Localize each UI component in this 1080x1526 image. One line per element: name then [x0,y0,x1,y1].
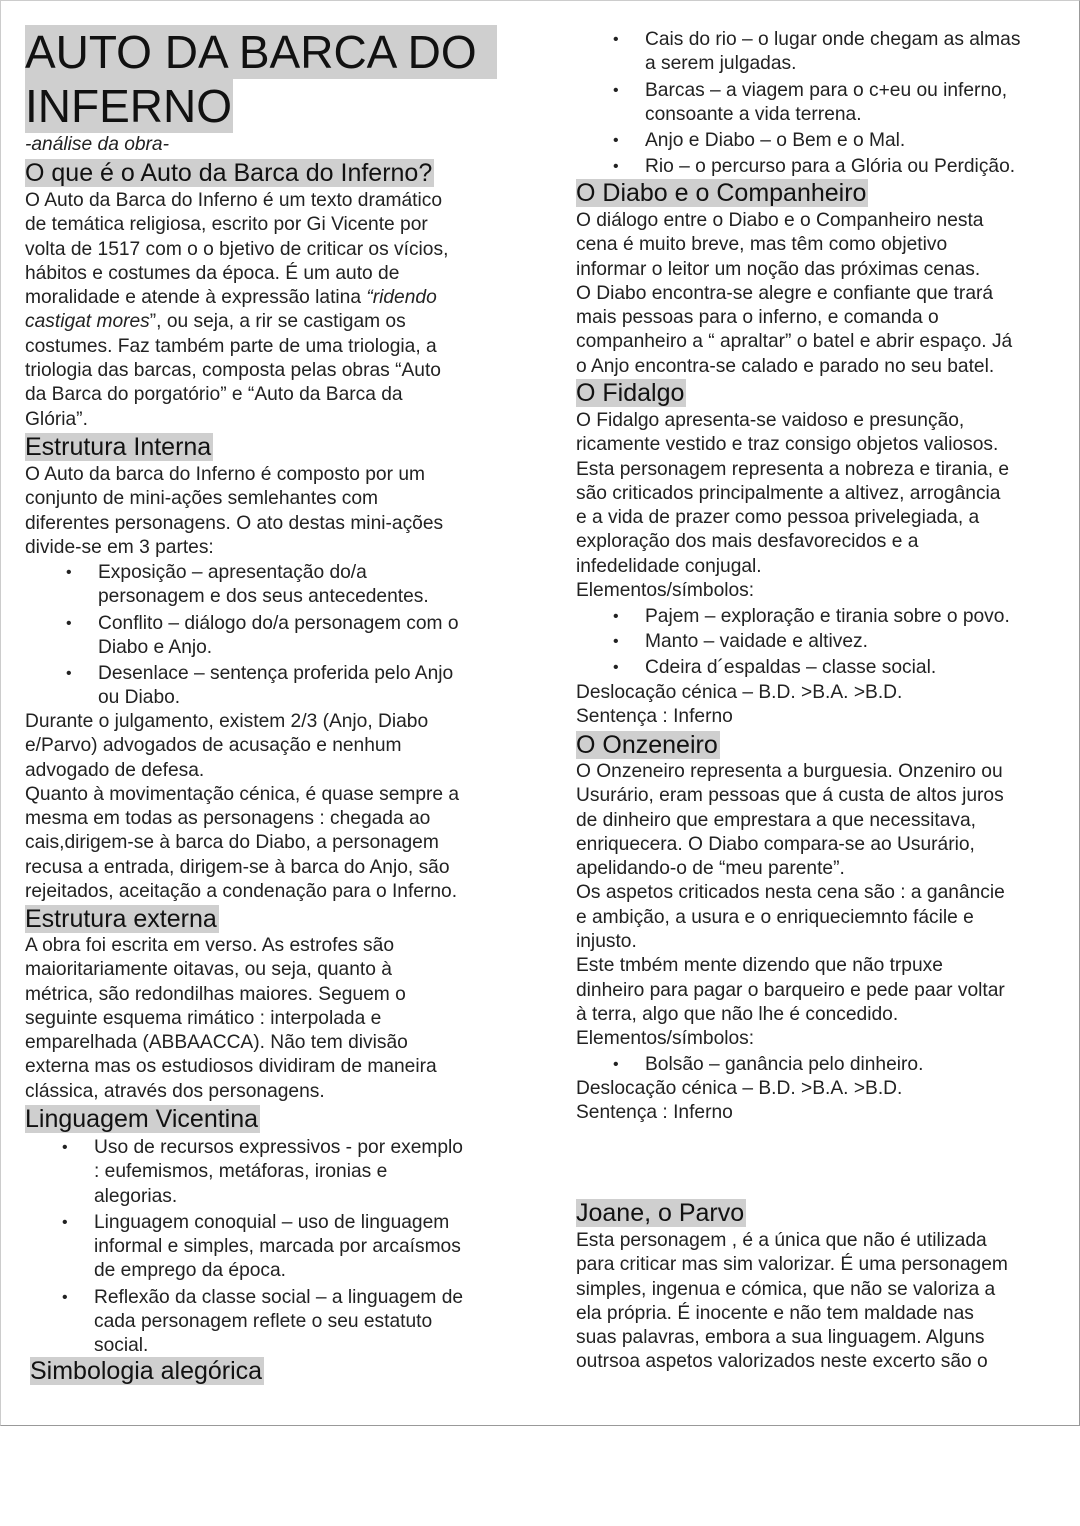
text-line: são criticados principalmente a altivez, arrogância [576,482,1001,504]
text-line: e ambição, a usura e o enriqueciemnto fácile e [576,906,974,928]
list-item [613,28,1075,77]
text-line: costumes. Faz também parte de uma triologia, a [25,335,437,357]
text-line: : eufemismos, metáforas, ironias e [94,1161,388,1183]
text-line: ela própria. É inocente e não tem maldade nas [576,1302,974,1324]
text-line: dinheiro para pagar o barqueiro e pede paar voltar [576,979,1005,1001]
text-line: divide-se em 3 partes: [25,536,214,558]
text-line: O Auto da barca do Inferno é composto por um [25,464,425,485]
text-line: Usurário, eram pessoas que á custa de altos juros [576,785,1004,807]
text-line: apelidando-o de “meu parente”. [576,858,845,880]
text-line: seguinte esquema rimático : interpolada e [25,1007,382,1029]
text-line: ricamente vestido e traz consigo objetos valiosos. [576,434,999,456]
text-line: Quanto à movimentação cénica, é quase sempre a [25,783,460,805]
text-line: Durante o julgamento, existem 2/3 (Anjo, Diabo [25,711,429,732]
list-partes [66,561,538,711]
bullet-icon: • [613,31,619,48]
text-line: Glória”. [25,408,88,430]
subtitle: -análise da obra- [25,134,169,155]
title-line-2: INFERNO [25,80,232,132]
text-line: Linguagem conoquial – uso de linguagem [94,1211,450,1233]
list-linguagem [62,1136,539,1359]
list-item [62,1136,539,1209]
heading-diabo-companheiro [576,179,868,207]
heading-estrutura-interna-text: Estrutura Interna [25,433,212,461]
list-item [613,656,1075,680]
list-item [613,155,1075,179]
bullet-icon: • [62,1139,68,1156]
text-line: Barcas – a viagem para o c+eu ou inferno, [645,79,1008,101]
text-line: à terra, algo que não lhe é concedido. [576,1003,899,1025]
text-line: mais pessoas para o inferno, e comanda o [576,307,939,329]
bullet-icon: • [62,1213,68,1231]
text-line: diferentes personagens. O ato destas mini-ações [25,512,444,534]
text-line: Elementos/símbolos: [576,1028,755,1050]
list-item [66,662,538,711]
text-line: de temática religiosa, escrito por Gi Vicente por [25,214,428,236]
bullet-icon: • [613,158,619,176]
heading-fidalgo-text: O Fidalgo [576,379,685,407]
bullet-icon: • [613,658,619,676]
text-line: e/Parvo) advogados de acusação e nenhum [25,735,402,757]
text-line: métrica, são redondilhas maiores. Seguem o [25,983,406,1005]
list-item [62,1286,539,1359]
text-line: Manto – vaidade e altivez. [645,631,868,653]
list-item [66,612,538,661]
text-span: moralidade e atende à expressão latina [25,287,367,309]
text-line: cais,dirigem-se à barca do Diabo, a personagem [25,832,439,854]
text-line: Diabo e Anjo. [98,636,213,658]
list-item [613,1053,1075,1077]
heading-joane [576,1199,746,1227]
text-line: externa mas os estudiosos dividiram de maneira [25,1056,437,1078]
text-line: Rio – o percurso para a Glória ou Perdição. [645,156,1016,178]
paragraph-diabo [576,209,1012,379]
heading-onzeneiro [576,731,720,759]
list-item [613,129,1075,153]
bullet-icon: • [613,132,619,150]
bullet-icon: • [613,81,619,99]
text-span: ”, ou seja, a rir se castigam os [149,311,406,333]
text-line: Anjo e Diabo – o Bem e o Mal. [645,130,906,152]
text-line: Uso de recursos expressivos - por exemplo [94,1137,463,1158]
paragraph-estrutura-interna [25,463,443,560]
text-line: e a vida de prazer como pessoa privelegiada, a [576,507,980,529]
text-line: consoante a vida terrena. [645,103,862,125]
bullet-icon: • [66,564,72,581]
text-line: o Anjo encontra-se calado e parado no seu batel. [576,355,995,377]
text-line: companheiro a “ apraltar” o batel e abrir espaço. Já [576,331,1013,353]
list-item [613,630,1075,654]
text-line: O Diabo encontra-se alegre e confiante que trará [576,282,994,304]
text-line: Este tmbém mente dizendo que não trpuxe [576,955,943,977]
text-line: O diálogo entre o Diabo e o Companheiro nesta [576,210,984,231]
text-line: conjunto de mini-ações semlehantes com [25,488,379,510]
text-line: infedelidade conjugal. [576,555,762,577]
heading-simbologia-alegorica-text: Simbologia alegórica [30,1357,263,1385]
page-title [25,25,497,133]
text-line: para criticar mas sim valorizar. É uma personagem [576,1254,1008,1276]
text-line: Deslocação cénica – B.D. >B.A. >B.D. [576,682,903,703]
quote-open: “ [366,287,373,309]
text-line: simples, ingenua e cómica, que não se valoriza a [576,1278,996,1300]
text-line: hábitos e costumes da época. É um auto de [25,262,400,284]
text-line: de dinheiro que emprestara a que necessitava, [576,809,976,831]
text-line: Pajem – exploração e tirania sobre o povo. [645,606,1010,627]
latin-phrase-part-2: castigat mores [25,311,150,333]
text-line: exploração dos mais desfavorecidos e a [576,531,919,553]
list-simbologia [613,28,1075,180]
text-line: recusa a entrada, dirigem-se à barca do Anjo, são [25,856,450,878]
text-line: mesma em todas as personagens : chegada ao [25,808,431,830]
text-line: da Barca do porgatório” e “Auto da Barca da [25,384,403,406]
bullet-icon: • [66,665,72,683]
text-line: cena é muito breve, mas têm como objetivo [576,234,948,256]
fidalgo-summary [576,681,902,730]
text-line: social. [94,1335,149,1357]
text-line: clássica, através dos personagens. [25,1080,325,1102]
text-line: alegorias. [94,1185,178,1207]
heading-diabo-companheiro-text: O Diabo e o Companheiro [576,179,867,207]
text-line [25,286,448,310]
list-item [66,561,538,610]
list-onzeneiro [613,1053,1075,1077]
text-line: O Fidalgo apresenta-se vaidoso e presunção, [576,410,965,431]
text-line: Conflito – diálogo do/a personagem com o [98,612,459,634]
text-line: Esta personagem , é a única que não é utilizada [576,1230,987,1251]
text-line: de emprego da época. [94,1260,287,1282]
text-line: advogado de defesa. [25,759,205,781]
text-line: outrsoa aspetos valorizados neste excerto são o [576,1351,988,1373]
heading-o-que-e [25,159,434,187]
heading-estrutura-externa-text: Estrutura externa [25,905,217,933]
list-item [613,79,1075,128]
text-line: Exposição – apresentação do/a [98,562,367,583]
list-item [62,1211,539,1284]
text-line: Elementos/símbolos: [576,580,755,602]
onzeneiro-summary [576,1077,902,1126]
text-line: Desenlace – sentença proferida pelo Anjo [98,663,454,685]
heading-simbologia-alegorica [30,1357,264,1385]
list-fidalgo [613,605,1075,680]
text-line: injusto. [576,931,637,953]
text-line: emparelhada (ABBAACCA). Não tem divisão [25,1032,408,1054]
text-line: informar o leitor um noção das próximas cenas. [576,258,981,280]
paragraph-o-que-e [25,189,448,432]
bullet-icon: • [613,1056,619,1073]
heading-joane-text: Joane, o Parvo [576,1199,745,1227]
bullet-icon: • [62,1288,68,1306]
text-line: personagem e dos seus antecedentes. [98,586,429,608]
title-line-1: AUTO DA BARCA DO [25,25,497,79]
heading-estrutura-interna [25,433,213,461]
text-line: O Onzeneiro representa a burguesia. Onzeniro ou [576,761,1003,782]
text-line: informal e simples, marcada por arcaísmos [94,1236,461,1258]
text-line: Sentença : Inferno [576,706,733,728]
text-line: volta de 1517 com o o bjetivo de criticar os vícios, [25,238,449,260]
text-line: rejeitados, aceitação a condenação para o Inferno. [25,881,458,903]
bullet-icon: • [613,633,619,651]
text-line: triologia das barcas, composta pelas obras “Auto [25,360,441,382]
heading-fidalgo [576,379,686,407]
text-line: O Auto da Barca do Inferno é um texto dramático [25,190,443,211]
text-line: maioritariamente oitavas, ou seja, quanto à [25,959,392,981]
heading-linguagem-vicentina-text: Linguagem Vicentina [25,1105,259,1133]
text-line: Esta personagem representa a nobreza e tirania, e [576,458,1010,480]
text-line: Reflexão da classe social – a linguagem de [94,1286,464,1308]
paragraph-julgamento [25,710,459,904]
text-line: ou Diabo. [98,687,181,709]
heading-estrutura-externa [25,905,219,933]
latin-phrase-part-1: ridendo [372,287,437,309]
text-line [25,310,448,334]
text-line: A obra foi escrita em verso. As estrofes são [25,935,394,956]
text-line: Cais do rio – o lugar onde chegam as almas [645,29,1021,50]
text-line: enriquecera. O Diabo compara-se ao Usurário, [576,833,975,855]
paragraph-onzeneiro [576,760,1005,1052]
paragraph-joane [576,1229,1008,1375]
bullet-icon: • [66,614,72,632]
text-line: Cdeira d´espaldas – classe social. [645,656,937,678]
text-line: Bolsão – ganância pelo dinheiro. [645,1054,924,1075]
text-line: cada personagem reflete o seu estatuto [94,1311,433,1333]
list-item [613,605,1075,629]
text-line: Sentença : Inferno [576,1102,733,1124]
paragraph-estrutura-externa [25,934,437,1104]
text-line: suas palavras, embora a sua linguagem. Alguns [576,1327,985,1349]
heading-o-que-e-text: O que é o Auto da Barca do Inferno? [25,159,433,187]
heading-linguagem-vicentina [25,1105,260,1133]
text-line: Os aspetos criticados nesta cena são : a ganâncie [576,882,1005,904]
text-line: Deslocação cénica – B.D. >B.A. >B.D. [576,1078,903,1099]
heading-onzeneiro-text: O Onzeneiro [576,731,718,759]
text-line: a serem julgadas. [645,53,797,75]
paragraph-fidalgo [576,409,1009,603]
bullet-icon: • [613,608,619,625]
